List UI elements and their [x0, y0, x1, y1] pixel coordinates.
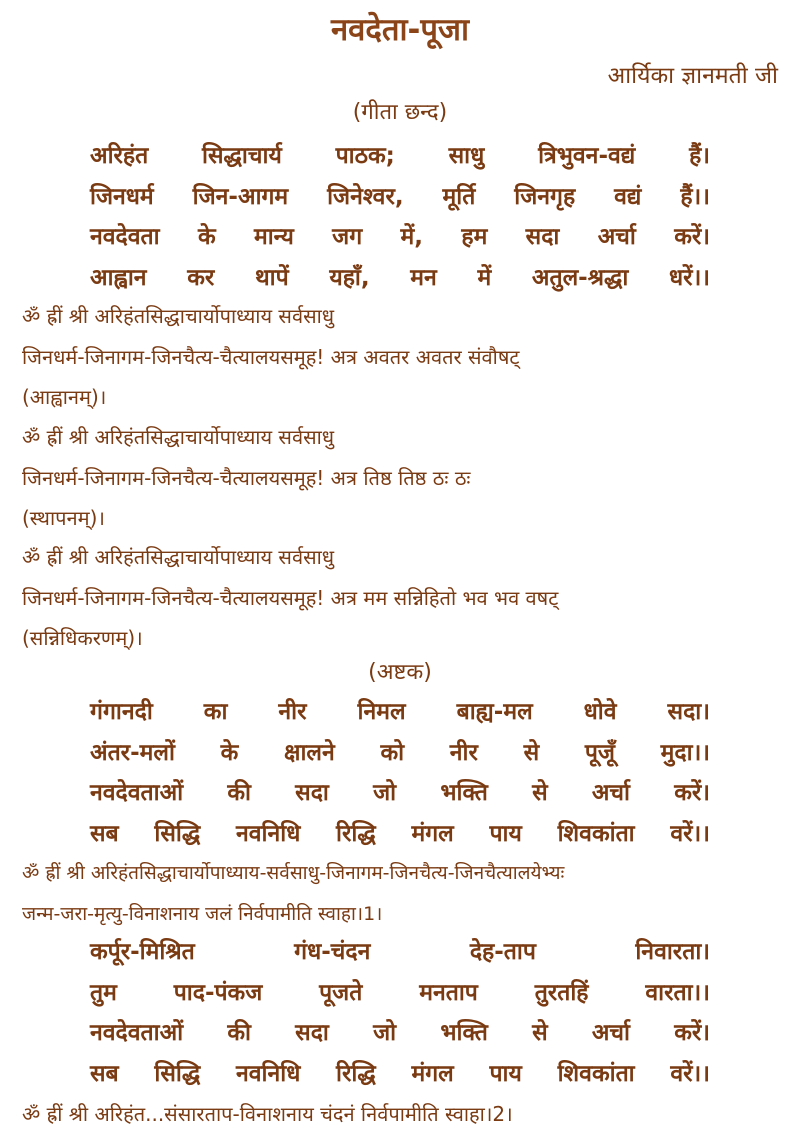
author-name: आर्यिका ज्ञानमती जी	[607, 63, 778, 89]
mantra-line: (सन्निधिकरणम्)।	[22, 626, 143, 650]
sthapanam-mantra	[22, 417, 470, 539]
verse-line: सब सिद्धि नवनिधि रिद्धि मंगल पाय शिवकांता वरें।।	[90, 820, 710, 847]
mantra-line: ॐ ह्रीं श्री अरिहंतसिद्धाचार्योपाध्याय-सर्वसाधु-जिनागम-जिनचैत्य-जिनचैत्यालयेभ्यः	[22, 862, 565, 884]
mantra-line: ॐ ह्रीं श्री अरिहंतसिद्धाचार्योपाध्याय सर्वसाधु	[22, 425, 335, 449]
heading-geeta-chhand: (गीता छन्द)	[352, 100, 448, 125]
mantra-line: जिनधर्म-जिनागम-जिनचैत्य-चैत्यालयसमूह! अत्र तिष्ठ तिष्ठ ठः ठः	[22, 465, 471, 490]
mantra-line: जिनधर्म-जिनागम-जिनचैत्य-चैत्यालयसमूह! अत्र अवतर अवतर संवौषट्	[22, 344, 520, 369]
mantra-line: ॐ ह्रीं श्री अरिहंतसिद्धाचार्योपाध्याय सर्वसाधु	[22, 545, 335, 569]
verse-line: तुम पाद-पंकज पूजते मनताप तुरतहिं वारता।।	[90, 979, 710, 1006]
verse-line: जिनधर्म जिन-आगम जिनेश्वर, मूर्ति जिनगृह वद्यं हैं।।	[90, 183, 710, 210]
mantra-line: ॐ ह्रीं श्री अरिहंतसिद्धाचार्योपाध्याय सर्वसाधु	[22, 304, 335, 328]
verse-line: आह्वान कर थापें यहाँ, मन में अतुल-श्रद्धा धरें।।	[90, 264, 710, 291]
verse-line: अरिहंत सिद्धाचार्य पाठक; साधु त्रिभुवन-वद्यं हैं।	[90, 143, 710, 169]
chandan-verse	[90, 932, 710, 1094]
jal-mantra	[22, 853, 564, 934]
verse-line: नवदेवताओं की सदा जो भक्ति से अर्चा करें।	[90, 780, 710, 806]
verse-line: नवदेवता के मान्य जग में, हम सदा अर्चा करें।	[90, 224, 710, 250]
verse-line: गंगानदी का नीर निमल बाह्य-मल धोवे सदा।	[90, 699, 710, 725]
verse-line: सब सिद्धि नवनिधि रिद्धि मंगल पाय शिवकांता वरें।।	[90, 1060, 710, 1087]
jal-verse	[90, 692, 710, 854]
avahanan-mantra	[22, 296, 520, 418]
mantra-line: (आह्वानम्)।	[22, 385, 107, 409]
sannidhikaranam-mantra	[22, 537, 558, 659]
page-title: नवदेता-पूजा	[330, 12, 470, 48]
verse-line: नवदेवताओं की सदा जो भक्ति से अर्चा करें।	[90, 1020, 710, 1046]
heading-ashtak: (अष्टक)	[368, 660, 432, 685]
sthapana-verse	[90, 136, 710, 298]
mantra-line: जन्म-जरा-मृत्यु-विनाशनाय जलं निर्वपामीति स्वाहा।1।	[22, 902, 383, 925]
verse-line: अंतर-मलों के क्षालने को नीर से पूजूँ मुदा।।	[90, 739, 710, 766]
mantra-line: (स्थापनम्)।	[22, 506, 105, 530]
mantra-line: जिनधर्म-जिनागम-जिनचैत्य-चैत्यालयसमूह! अत्र मम सन्निहितो भव भव वषट्	[22, 585, 559, 610]
chandan-mantra: ॐ ह्रीं श्री अरिहंत...संसारताप-विनाशनाय चंदनं निर्वपामीति स्वाहा।2।	[22, 1102, 513, 1126]
verse-line: कर्पूर-मिश्रित गंध-चंदन देह-ताप निवारता।	[90, 939, 710, 965]
